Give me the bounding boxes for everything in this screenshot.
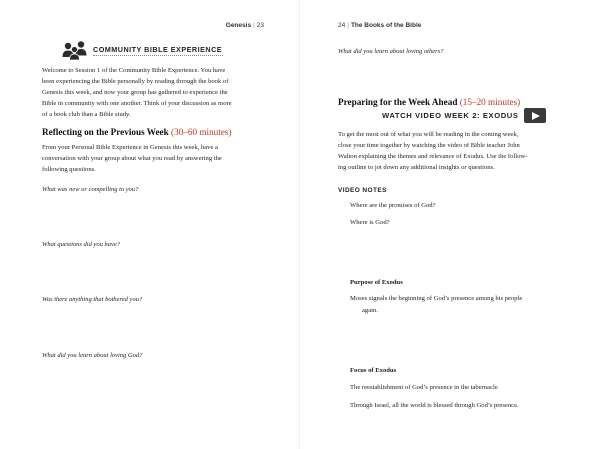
section-minutes: (30–60 minutes) bbox=[171, 127, 232, 137]
running-head-left bbox=[226, 22, 264, 29]
body-line: ing outline to jot down any additional insights or questions. bbox=[338, 164, 495, 172]
watch-video-label: WATCH VIDEO WEEK 2: EXODUS bbox=[382, 111, 519, 120]
intro-line: Welcome to Session 1 of the Community Bible Experience. You have bbox=[42, 67, 226, 74]
play-icon bbox=[524, 108, 546, 123]
intro-line: of a book club than a Bible study. bbox=[42, 111, 131, 119]
running-head-title: Genesis bbox=[225, 22, 252, 29]
section-heading-reflecting bbox=[42, 127, 232, 137]
page-number: 23 bbox=[256, 22, 264, 29]
intro-line: been experiencing the Bible personally by reading through the book of bbox=[42, 78, 229, 86]
video-notes-title: VIDEO NOTES bbox=[338, 187, 387, 194]
body-line: Walton explaining the themes and relevance of Exodus. Use the follow- bbox=[338, 153, 528, 161]
section-heading-preparing bbox=[338, 97, 520, 107]
purpose-heading: Purpose of Exodus bbox=[350, 279, 403, 286]
intro-line: Bible in community with one another. Think of your discussion as more bbox=[42, 100, 232, 108]
body-line: To get the most out of what you will be reading in the coming week, bbox=[338, 131, 519, 138]
body-line: conversation with your group about what you read by answering the bbox=[42, 155, 222, 163]
right-page bbox=[300, 0, 600, 449]
running-head-title: The Books of the Bible bbox=[350, 22, 422, 29]
running-head-separator: | bbox=[347, 22, 349, 29]
watch-video-heading bbox=[382, 108, 552, 128]
notes-prompt-promises: Where are the promises of God? bbox=[350, 202, 436, 209]
section-minutes: (15–20 minutes) bbox=[459, 97, 521, 107]
focus-heading: Focus of Exodus bbox=[350, 367, 397, 374]
question-questions: What questions did you have? bbox=[42, 241, 120, 248]
running-head-right bbox=[338, 22, 421, 29]
banner-divider bbox=[93, 55, 223, 56]
section-heading-text: Preparing for the Week Ahead bbox=[338, 97, 458, 107]
notes-prompt-where-god: Where is God? bbox=[350, 219, 390, 226]
body-line: close your time together by watching the video of Bible teacher John bbox=[338, 142, 520, 150]
section-heading-text: Reflecting on the Previous Week bbox=[42, 127, 169, 137]
question-bothered: Was there anything that bothered you? bbox=[42, 296, 143, 303]
body-line: following questions. bbox=[42, 166, 96, 174]
intro-paragraph bbox=[42, 65, 264, 120]
question-loving-others: What did you learn about loving others? bbox=[338, 48, 444, 55]
question-loving-god: What did you learn about loving God? bbox=[42, 352, 143, 359]
community-banner bbox=[62, 38, 222, 62]
purpose-line: again. bbox=[362, 307, 378, 314]
body-line: From your Personal Bible Experience in Genesis this week, have a bbox=[42, 144, 218, 151]
banner-title: COMMUNITY BIBLE EXPERIENCE bbox=[93, 45, 223, 54]
focus-item: Through Israel, all the world is blessed through God’s presence. bbox=[350, 402, 519, 409]
question-new-compelling: What was new or compelling to you? bbox=[42, 186, 139, 193]
purpose-line: Moses signals the beginning of God’s presence among his people bbox=[350, 295, 523, 302]
intro-line: Genesis this week, and now your group has gathered to experience the bbox=[42, 89, 228, 97]
reflecting-paragraph bbox=[42, 142, 264, 175]
running-head-separator: | bbox=[253, 22, 255, 29]
focus-item: The reestablishment of God’s presence in the tabernacle bbox=[350, 384, 498, 391]
people-group-icon bbox=[62, 40, 88, 60]
page-number: 24 bbox=[338, 22, 346, 29]
preparing-paragraph bbox=[338, 129, 560, 173]
